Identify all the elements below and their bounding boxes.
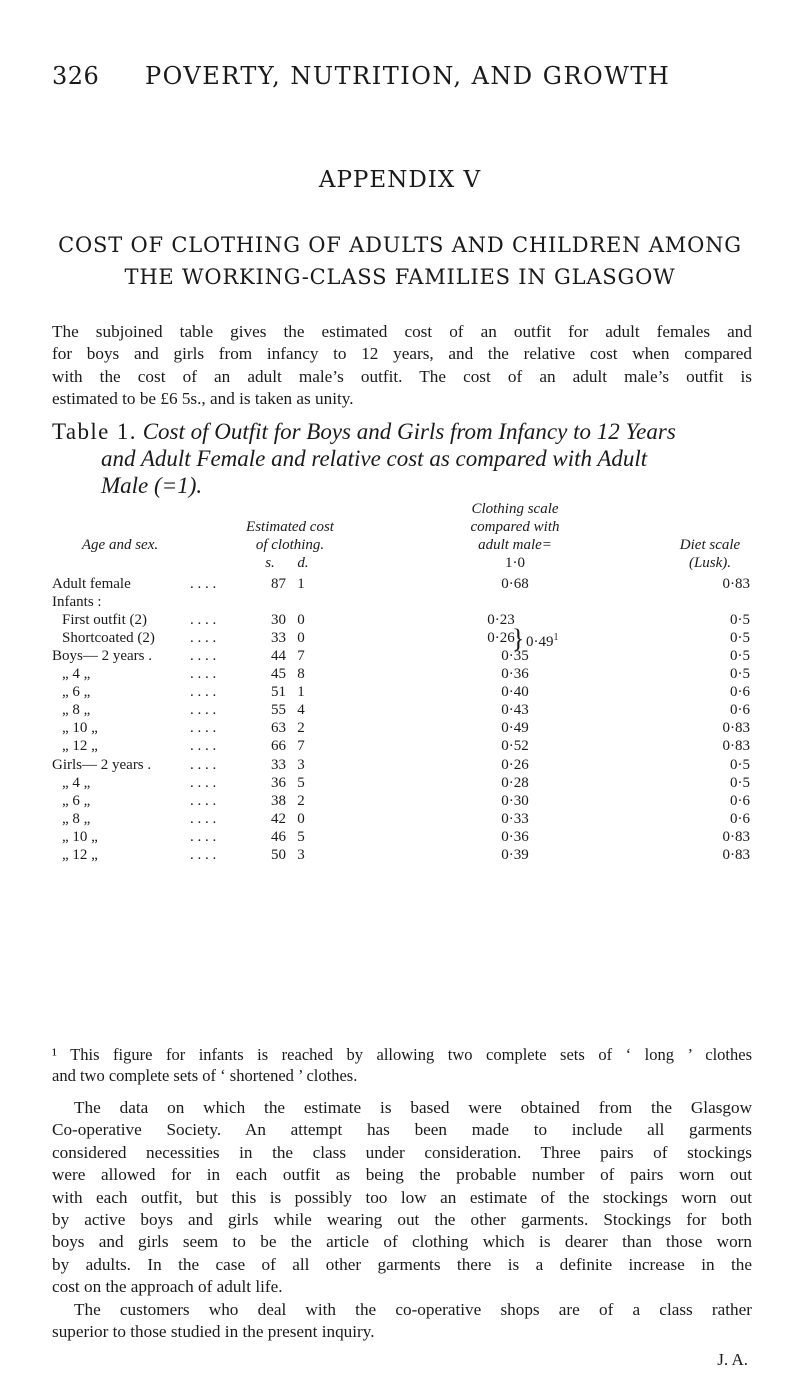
col-header-clothing-scale-1: Clothing scale bbox=[471, 501, 559, 517]
body-line: with each outfit, but this is possibly too low an estimate of the stockings worn out bbox=[52, 1187, 752, 1207]
row-label: „ 12 „ bbox=[62, 847, 98, 863]
signature: J. A. bbox=[717, 1350, 748, 1369]
col-header-diet-scale-1: Diet scale bbox=[679, 537, 741, 553]
row-label: „ 8 „ bbox=[62, 702, 91, 718]
leader-dots: . . . . bbox=[190, 757, 217, 773]
cost-shillings: 36 bbox=[271, 775, 286, 791]
row-diet-scale: 0·83 bbox=[722, 576, 750, 592]
body-line: by active boys and girls while wearing out the other garments. Stockings for both bbox=[52, 1210, 752, 1230]
leader-dots: . . . . bbox=[190, 648, 217, 664]
row-label: Adult female bbox=[52, 576, 131, 592]
leader-dots: . . . . bbox=[190, 720, 217, 736]
footnote-line: ¹ This figure for infants is reached by allowing two complete sets of ‘ long ’ clothes bbox=[52, 1045, 752, 1064]
intro-paragraph bbox=[52, 321, 752, 411]
row-label: Shortcoated (2) bbox=[62, 630, 155, 646]
cost-shillings: 45 bbox=[271, 666, 286, 682]
cost-shillings: 50 bbox=[271, 847, 286, 863]
row-clothing-scale: 0·49 bbox=[501, 720, 529, 736]
page-number: 326 bbox=[52, 62, 100, 90]
row-cost bbox=[247, 666, 327, 683]
row-diet-scale: 0·5 bbox=[730, 630, 750, 646]
cost-shillings: 55 bbox=[271, 702, 286, 718]
row-label: First outfit (2) bbox=[62, 612, 147, 628]
cost-pence: 8 bbox=[297, 666, 305, 682]
cost-pence: 1 bbox=[297, 576, 305, 592]
cost-pence: 2 bbox=[297, 720, 305, 736]
cost-pence: 7 bbox=[297, 738, 305, 754]
cost-pence: 0 bbox=[297, 811, 305, 827]
row-diet-scale: 0·6 bbox=[730, 793, 750, 809]
table-caption-line-1: Cost of Outfit for Boys and Girls from Infancy to 12 Years bbox=[142, 419, 676, 444]
leader-dots: . . . . bbox=[190, 847, 217, 863]
row-label: Infants : bbox=[52, 594, 102, 610]
row-label: „ 4 „ bbox=[62, 775, 91, 791]
row-cost bbox=[247, 648, 327, 665]
row-clothing-scale: 0·23 bbox=[487, 612, 515, 628]
leader-dots: . . . . bbox=[190, 612, 217, 628]
cost-pence: 5 bbox=[297, 775, 305, 791]
leader-dots: . . . . bbox=[190, 738, 217, 754]
row-cost bbox=[247, 702, 327, 719]
row-diet-scale: 0·5 bbox=[730, 648, 750, 664]
row-diet-scale: 0·5 bbox=[730, 775, 750, 791]
cost-pence: 3 bbox=[297, 847, 305, 863]
cost-shillings: 87 bbox=[271, 576, 286, 592]
row-cost bbox=[247, 630, 327, 647]
heading-line-1: COST OF CLOTHING OF ADULTS AND CHILDREN AMONG bbox=[58, 233, 742, 257]
row-label: „ 6 „ bbox=[62, 793, 91, 809]
cost-shillings: 63 bbox=[271, 720, 286, 736]
row-label: „ 10 „ bbox=[62, 720, 98, 736]
infants-combined-value: $0\cdot 49^1$ bbox=[526, 632, 559, 650]
row-label: „ 10 „ bbox=[62, 829, 98, 845]
row-label: Girls— 2 years . bbox=[52, 757, 152, 773]
body-line: were allowed for in each outfit as being the probable number of pairs worn out bbox=[52, 1165, 752, 1185]
row-diet-scale: 0·83 bbox=[722, 847, 750, 863]
col-unit-shillings: s. bbox=[265, 555, 275, 571]
row-cost bbox=[247, 793, 327, 810]
row-cost bbox=[247, 612, 327, 629]
table-caption-line-3: Male (=1). bbox=[101, 473, 203, 498]
cost-shillings: 66 bbox=[271, 738, 286, 754]
col-header-estimated-cost-1: Estimated cost bbox=[246, 519, 334, 535]
row-label: „ 8 „ bbox=[62, 811, 91, 827]
row-cost bbox=[247, 684, 327, 701]
intro-line: for boys and girls from infancy to 12 years, and the relative cost when compared bbox=[52, 344, 752, 364]
row-label: „ 6 „ bbox=[62, 684, 91, 700]
cost-shillings: 33 bbox=[271, 757, 286, 773]
leader-dots: . . . . bbox=[190, 775, 217, 791]
cost-pence: 1 bbox=[297, 684, 305, 700]
row-clothing-scale: 0·35 bbox=[501, 648, 529, 664]
row-cost bbox=[247, 847, 327, 864]
row-cost bbox=[247, 775, 327, 792]
cost-shillings: 44 bbox=[271, 648, 286, 664]
cost-shillings: 46 bbox=[271, 829, 286, 845]
row-clothing-scale: 0·30 bbox=[501, 793, 529, 809]
cost-shillings: 30 bbox=[271, 612, 286, 628]
cost-pence: 0 bbox=[297, 612, 305, 628]
leader-dots: . . . . bbox=[190, 684, 217, 700]
body-line: cost on the approach of adult life. bbox=[52, 1277, 283, 1297]
body-line: boys and girls seem to be the article of clothing which is dearer than those worn bbox=[52, 1232, 752, 1252]
row-diet-scale: 0·5 bbox=[730, 666, 750, 682]
body-line: The customers who deal with the co-operative shops are of a class rather bbox=[74, 1299, 752, 1319]
row-diet-scale: 0·83 bbox=[722, 829, 750, 845]
col-header-age-sex: Age and sex. bbox=[81, 537, 159, 553]
row-cost bbox=[247, 829, 327, 846]
heading-line-2: THE WORKING-CLASS FAMILIES IN GLASGOW bbox=[124, 265, 676, 289]
cost-shillings: 42 bbox=[271, 811, 286, 827]
table-label: Table 1. bbox=[52, 419, 137, 444]
row-clothing-scale: 0·36 bbox=[501, 829, 529, 845]
body-line: Co-operative Society. An attempt has been made to include all garments bbox=[52, 1120, 752, 1140]
col-header-clothing-scale-4: 1·0 bbox=[505, 555, 525, 571]
row-diet-scale: 0·6 bbox=[730, 811, 750, 827]
row-diet-scale: 0·6 bbox=[730, 684, 750, 700]
row-clothing-scale: 0·33 bbox=[501, 811, 529, 827]
row-cost bbox=[247, 738, 327, 755]
row-clothing-scale: 0·39 bbox=[501, 847, 529, 863]
body-paragraph bbox=[52, 1097, 752, 1343]
cost-pence: 2 bbox=[297, 793, 305, 809]
table-caption-line-2: and Adult Female and relative cost as compared with Adult bbox=[101, 446, 648, 471]
intro-line: The subjoined table gives the estimated cost of an outfit for adult females and bbox=[52, 322, 752, 341]
row-label: „ 12 „ bbox=[62, 738, 98, 754]
row-diet-scale: 0·83 bbox=[722, 738, 750, 754]
col-header-estimated-cost-2: of clothing. bbox=[255, 537, 325, 553]
footnote-line: and two complete sets of ‘ shortened ’ clothes. bbox=[52, 1066, 358, 1085]
cost-pence: 7 bbox=[297, 648, 305, 664]
row-diet-scale: 0·6 bbox=[730, 702, 750, 718]
intro-line: estimated to be £6 5s., and is taken as unity. bbox=[52, 389, 354, 409]
row-diet-scale: 0·5 bbox=[730, 757, 750, 773]
cost-pence: 4 bbox=[297, 702, 305, 718]
col-header-diet-scale-2: (Lusk). bbox=[688, 555, 732, 571]
row-clothing-scale: 0·36 bbox=[501, 666, 529, 682]
row-clothing-scale: 0·43 bbox=[501, 702, 529, 718]
leader-dots: . . . . bbox=[190, 793, 217, 809]
col-unit-pence: d. bbox=[297, 555, 309, 571]
col-header-clothing-scale-3: adult male= bbox=[478, 537, 552, 553]
row-cost bbox=[247, 757, 327, 774]
col-header-clothing-scale-2: compared with bbox=[470, 519, 560, 535]
leader-dots: . . . . bbox=[190, 829, 217, 845]
leader-dots: . . . . bbox=[190, 811, 217, 827]
body-line: The data on which the estimate is based were obtained from the Glasgow bbox=[74, 1098, 752, 1117]
row-clothing-scale: 0·26 bbox=[501, 757, 529, 773]
row-clothing-scale: 0·68 bbox=[501, 576, 529, 592]
cost-pence: 5 bbox=[297, 829, 305, 845]
footnote bbox=[52, 1044, 752, 1086]
body-line: superior to those studied in the present inquiry. bbox=[52, 1322, 375, 1342]
row-cost bbox=[247, 811, 327, 828]
row-clothing-scale: 0·26 bbox=[487, 630, 515, 646]
body-line: considered necessities in the class under consideration. Three pairs of stockings bbox=[52, 1142, 752, 1162]
appendix-title: APPENDIX V bbox=[318, 167, 482, 193]
leader-dots: . . . . bbox=[190, 630, 217, 646]
row-label: Boys— 2 years . bbox=[52, 648, 152, 664]
row-clothing-scale: 0·52 bbox=[501, 738, 529, 754]
row-diet-scale: 0·83 bbox=[722, 720, 750, 736]
brace: } bbox=[512, 624, 525, 653]
cost-pence: 0 bbox=[297, 630, 305, 646]
body-line: by adults. In the case of all other garments there is a definite increase in the bbox=[52, 1254, 752, 1274]
row-cost bbox=[247, 576, 327, 593]
cost-pence: 3 bbox=[297, 757, 305, 773]
row-clothing-scale: 0·28 bbox=[501, 775, 529, 791]
row-cost bbox=[247, 720, 327, 737]
leader-dots: . . . . bbox=[190, 702, 217, 718]
row-diet-scale: 0·5 bbox=[730, 612, 750, 628]
running-title: POVERTY, NUTRITION, AND GROWTH bbox=[145, 62, 671, 90]
cost-shillings: 38 bbox=[271, 793, 286, 809]
leader-dots: . . . . bbox=[190, 576, 217, 592]
table-caption bbox=[52, 418, 752, 499]
cost-shillings: 51 bbox=[271, 684, 286, 700]
row-label: „ 4 „ bbox=[62, 666, 91, 682]
leader-dots: . . . . bbox=[190, 666, 217, 682]
intro-line: with the cost of an adult male’s outfit. The cost of an adult male’s outfit is bbox=[52, 366, 752, 386]
cost-shillings: 33 bbox=[271, 630, 286, 646]
row-clothing-scale: 0·40 bbox=[501, 684, 529, 700]
